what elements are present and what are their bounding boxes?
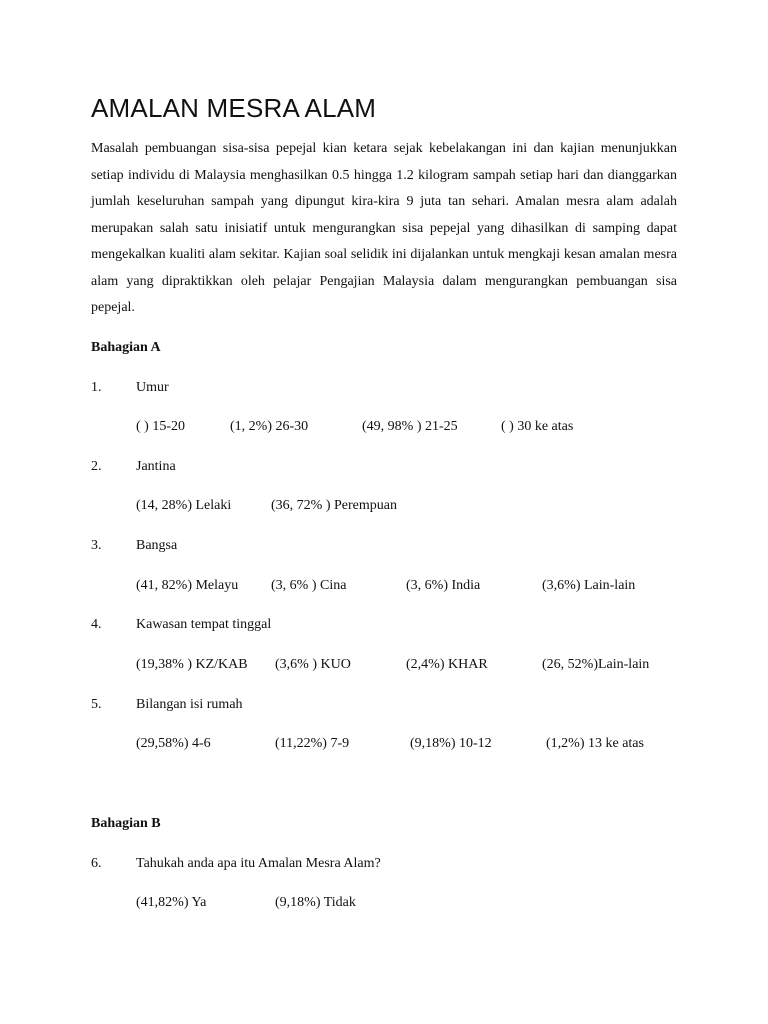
question-1-option-3: (49, 98% ) 21-25: [362, 419, 458, 434]
question-5-option-1: (29,58%) 4-6: [136, 736, 211, 751]
question-1-option-1: ( ) 15-20: [136, 419, 185, 434]
question-2-number: 2.: [91, 459, 102, 474]
section-b-heading: Bahagian B: [91, 816, 161, 831]
question-3-option-1: (41, 82%) Melayu: [136, 578, 239, 593]
document-title: AMALAN MESRA ALAM: [91, 93, 377, 123]
question-4-option-2: (3,6% ) KUO: [275, 657, 351, 672]
question-5-option-2: (11,22%) 7-9: [275, 736, 350, 751]
question-3-option-3: (3, 6%) India: [406, 578, 481, 593]
question-6-option-1: (41,82%) Ya: [136, 895, 207, 910]
section-a-heading: Bahagian A: [91, 340, 161, 355]
question-2-option-1: (14, 28%) Lelaki: [136, 498, 232, 513]
question-1-text: Umur: [136, 380, 169, 395]
question-4-option-1: (19,38% ) KZ/KAB: [136, 657, 248, 672]
question-4-option-4: (26, 52%)Lain-lain: [542, 657, 650, 672]
question-2-option-2: (36, 72% ) Perempuan: [271, 498, 397, 513]
question-1-option-4: ( ) 30 ke atas: [501, 419, 574, 434]
question-4-text: Kawasan tempat tinggal: [136, 617, 272, 632]
question-5-text: Bilangan isi rumah: [136, 697, 243, 712]
question-4-option-3: (2,4%) KHAR: [406, 657, 488, 672]
question-6-option-2: (9,18%) Tidak: [275, 895, 356, 910]
question-3-option-2: (3, 6% ) Cina: [271, 578, 347, 593]
question-3-text: Bangsa: [136, 538, 178, 553]
question-6-number: 6.: [91, 856, 102, 871]
intro-paragraph: Masalah pembuangan sisa-sisa pepejal kian ketara sejak kebelakangan ini dan kajian menunjukkan setiap individu di Malaysia menghasilkan 0.5 hingga 1.2 kilogram sampah setiap hari dan dianggarkan jumlah keseluruhan sampah yang dipungut kira-kira 9 juta tan sehari. Amalan mesra alam adalah merupakan salah satu inisiatif untuk mengurangkan sisa pepejal yang dihasilkan di samping dapat mengekalkan kualiti alam sekitar. Kajian soal selidik ini dijalankan untuk mengkaji kesan amalan mesra alam yang dipraktikkan oleh pelajar Pengajian Malaysia dalam mengurangkan pembuangan sisa pepejal.: [91, 141, 677, 315]
question-5-option-3: (9,18%) 10-12: [410, 736, 492, 751]
question-3-option-4: (3,6%) Lain-lain: [542, 578, 636, 593]
question-6-text: Tahukah anda apa itu Amalan Mesra Alam?: [136, 856, 381, 871]
question-1-number: 1.: [91, 380, 102, 395]
question-5-option-4: (1,2%) 13 ke atas: [546, 736, 644, 751]
question-2-text: Jantina: [136, 459, 176, 474]
question-5-number: 5.: [91, 697, 102, 712]
question-3-number: 3.: [91, 538, 102, 553]
question-4-number: 4.: [91, 617, 102, 632]
question-1-option-2: (1, 2%) 26-30: [230, 419, 309, 434]
